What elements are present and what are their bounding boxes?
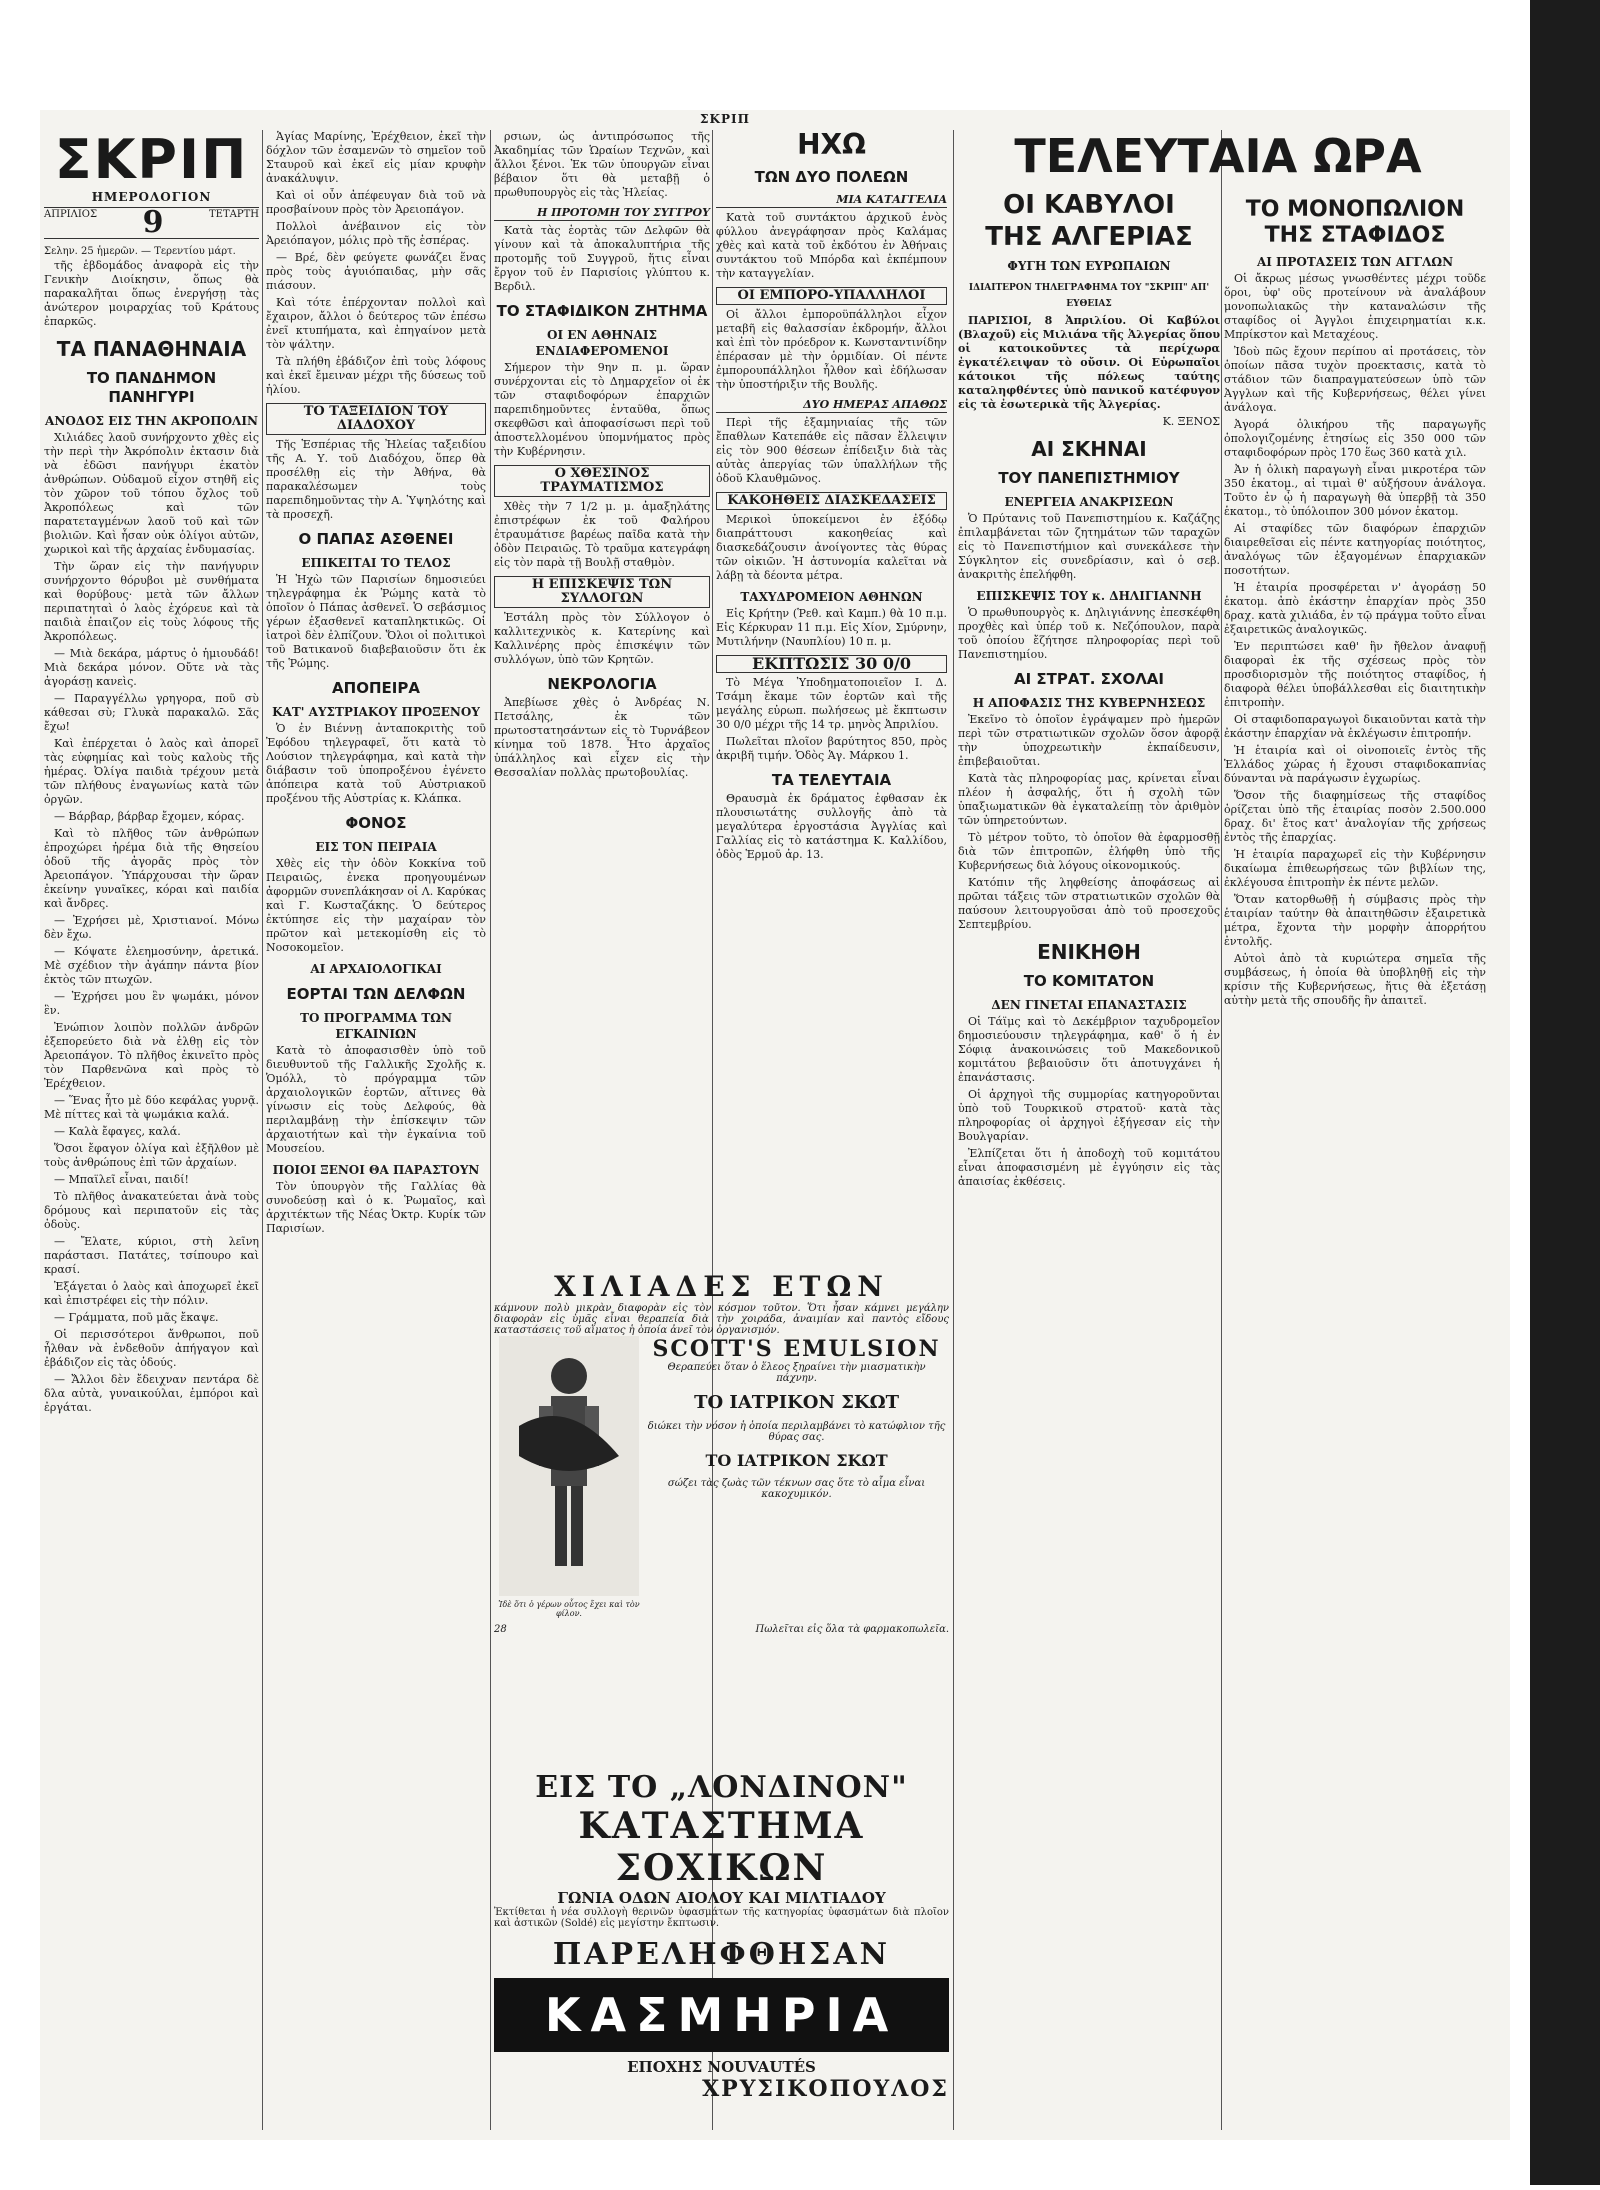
- paragraph: Ὁ ἐν Βιέννῃ ἀνταποκριτὴς τοῦ Ἐφόδου τηλεγραφεῖ, ὅτι κατὰ τὸ Λούσιον τηλεγράφημα, καὶ κατὰ τὴν διάβασιν τοῦ ὑποπροξένου ἐγένετο ἀπόπειρα κατὰ τοῦ Αὐστριακοῦ προξένου τῆς Αὐστρίας κ. Κλάπκα.: [266, 722, 486, 805]
- paragraph: Πολλοὶ ἀνέβαινον εἰς τὸν Ἀρειόπαγον, μόλις πρὸ τῆς ἑσπέρας.: [266, 220, 486, 247]
- paragraph: Ὁ πρωθυπουργὸς κ. Δηλιγιάννης ἐπεσκέφθη προχθὲς καὶ ὑπέρ τοῦ κ. Νεζόπουλον, παρὰ τοῦ ὁποίου ἔζήτησε πληροφορίας περὶ τοῦ Πανεπιστημίου.: [958, 606, 1220, 661]
- paragraph: — Βρέ, δὲν φεύγετε φωνάζει ἕνας πρὸς τοὺς ἀγυιόπαιδας, μὴν σᾶς πιάσουν.: [266, 251, 486, 292]
- paragraph: Ἰδοὺ πῶς ἔχουν περίπου αἱ προτάσεις, τὸν ὁποίων πᾶσα τυχὸν προεκτασις, κατὰ τὸ στάδιον τῶν διαπραγματεύσεων ὑπὸ τῶν Ἀγγλων καὶ τῆς Κυβερνήσεως, θέλει γίνει ἀνάλογα.: [1224, 345, 1486, 414]
- paragraph: Ὁ Πρύτανις τοῦ Πανεπιστημίου κ. Καζάζης ἐπιλαμβάνεται τῶν ζητημάτων τῶν ταραχῶν εἰς τὸ Πανεπιστήμιον καὶ συνεκάλεσε τὴν Σύγκλητον εἰς συνεδρίασιν, καὶ ὁ σεβ. ἀνακριτὴς ἐπελήφθη.: [958, 512, 1220, 581]
- headline-murder: ΦΟΝΟΣ: [345, 814, 407, 832]
- signature: Κ. ΞΕΝΟΣ: [1162, 415, 1220, 428]
- paragraph: Ὅσοι ἔφαγον ὀλίγα καὶ ἐξῆλθον μὲ τοὺς ἀνθρώπους ἐπὶ τῶν ἀρχαίων.: [44, 1142, 259, 1169]
- paragraph: ρσιων, ὡς ἀντιπρόσωπος τῆς Ἀκαδημίας τῶν Ὡραίων Τεχνῶν, καὶ ἄλλοι ξένοι. Ἐκ τῶν ὑπουργῶν εἶναι βέβαιον ὅτι θὰ μεταβῇ ὁ πρωθυπουργὸς εἰς τὰς Ἠλείας.: [494, 130, 710, 199]
- ad-product-name: ΤΟ ΙΑΤΡΙΚΟΝ ΣΚΩΤ: [705, 1451, 888, 1470]
- store-description: Ἐκτίθεται ἡ νέα συλλογὴ θερινῶν ὑφασμάτων τῆς κατηγορίας ὑφασμάτων διὰ πλοῖον καὶ ἀστικῶν (Soldé) εἰς μεγίστην ἔκπτωσιν.: [494, 1907, 949, 1929]
- paragraph: Τὸ πλῆθος ἀνακατεύεται ἀνὰ τοὺς δρόμους καὶ περιπατοῦν εἰς τὰς ὁδοὺς.: [44, 1190, 259, 1231]
- headline-visit: ΕΠΙΣΚΕΨΙΣ ΤΟΥ κ. ΔΗΛΙΓΙΑΝΝΗ: [976, 589, 1202, 603]
- headline-committee: ΤΟ ΚΟΜΙΤΑΤΟΝ: [1023, 972, 1155, 990]
- headline-attempt: ΑΠΟΠΕΙΡΑ: [332, 679, 420, 697]
- headline-last-hour: ΤΕΛΕΥΤΑΙΑ ΩΡΑ: [1014, 129, 1422, 183]
- paragraph: Χθὲς τὴν 7 1/2 μ. μ. ἀμαξηλάτης ἐπιστρέφων ἐκ τοῦ Φαλήρου ἐτραυμάτισε βαρέως παῖδα κατὰ τὴν ὁδὸν Πειραιῶς. Τὸ τραῦμα κατεγράφη εἰς τὸν παρὰ τῇ Βουλῇ σταθμὸν.: [494, 500, 710, 569]
- headline-echo: ΗΧΩ: [797, 128, 866, 161]
- paragraph: Ἡ ἑταιρία προσφέρεται ν' ἀγοράσῃ 50 ἑκατομ. ἀπὸ ἐκάστην ἐπαρχίαν πρὸς 350 δραχ. κατὰ χιλιάδα, ἐν τῷ πράγμα τοῦτο εἶναι ἐξαιρετικῶς ἀναλογικῶς.: [1224, 581, 1486, 636]
- paragraph: Ὅταν κατορθωθῇ ἡ σύμβασις πρὸς τὴν ἑταιρίαν ταύτην θὰ ἀπαιτηθῶσιν ἐξαιρετικὰ μέτρα, ἔχοντα τὴν μορφὴν ἀπορρήτου ἐντολῆς.: [1224, 893, 1486, 948]
- running-masthead: ΣΚΡΙΠ: [700, 112, 750, 126]
- headline-syngros-bust: Η ΠΡΟΤΟΜΗ ΤΟΥ ΣΥΓΓΡΟΥ: [494, 206, 710, 221]
- paragraph: Μερικοὶ ὑποκείμενοι ἐν ἐξόδῳ διαπράττουσι κακοηθείας καὶ διασκεδάζουσιν ἀνοίγοντες τὰς θύρας τῶν οἰκιῶν. Ἡ ἀστυνομία καλεῖται νὰ λάβῃ τὰ δέοντα μέτρα.: [716, 513, 947, 582]
- date-day: 9: [142, 205, 164, 240]
- headline-raisin: ΤΗΣ ΣΤΑΦΙΔΟΣ: [1264, 223, 1446, 248]
- paragraph: Ἐνώπιον λοιπὸν πολλῶν ἀνδρῶν ἐξεπορεύετο διὰ νὰ ἐλθῃ εἰς τὸν Ἀρειοπάγον. Τὸ πλῆθος ἐκινεῖτο πρὸς τὸν Παρθενῶνα καὶ πρὸς τὸ Ἐρέχθειον.: [44, 1021, 259, 1090]
- paragraph: — Παραγγέλλω γρηγορα, ποῦ σὺ κάθεσαι σὺ; Γλυκὰ παρακαλῶ. Σᾶς ἔχω!: [44, 692, 259, 733]
- headline-monopoly: ΤΟ ΜΟΝΟΠΩΛΙΟΝ: [1245, 197, 1465, 222]
- paragraph: Ἐστάλη πρὸς τὸν Σύλλογον ὁ καλλιτεχνικὸς κ. Κατερίνης καὶ Καλλινέρης πρὸς ἐπισκέψιν τῶν συλλόγων, ὑπὸ τῶν Κρητῶν.: [494, 611, 710, 666]
- column-rule: [490, 130, 491, 2130]
- calendar-heading: ΗΜΕΡΟΛΟΓΙΟΝ: [91, 190, 212, 204]
- headline-discount: ΕΚΠΤΩΣΙΣ 30 0/0: [716, 655, 947, 673]
- paper-title: ΣΚΡΙΠ: [54, 128, 249, 191]
- paragraph: Τὸ μέτρον τοῦτο, τὸ ὁποῖον θὰ ἐφαρμοσθῇ διὰ τῶν ἐπιτροπῶν, ἐλήφθη ὑπὸ τῆς Κυβερνήσεως διὰ λόγους οἰκονομικούς.: [958, 831, 1220, 872]
- intro-text: τῆς ἑβδομάδος ἀναφορὰ εἰς τὴν Γενικὴν Διοίκησιν, ὅπως θὰ παρακαλῆται ὅπως ἐνεργήσῃ τὰς ἀνώτερον μοιραρχίας τοῦ Κράτους ἐπαρκῶς.: [44, 259, 259, 328]
- scan-edge-strip: [1530, 0, 1600, 2185]
- season-novelties: ΕΠΟΧΗΣ NOUVAUTÉS: [627, 2058, 816, 2076]
- ad-caption: Ἰδὲ ὅτι ὁ γέρων οὗτος ἔχει καὶ τὸν φίλον.: [498, 1600, 640, 1618]
- date-month: ΑΠΡΙΛΙΟΣ: [44, 209, 98, 220]
- paragraph: Ἀπεβίωσε χθὲς ὁ Ἀνδρέας Ν. Πετσάλης, ἐκ τῶν πρωτοστατησάντων εἰς τὸ Τυρνάβεον κίνημα τοῦ 1878. Ἦτο ἀρχαῖος ὑπάλληλος καὶ εἶχεν εἰς τὴν Θεσσαλίαν πολλὰς πρωτοβουλίας.: [494, 696, 710, 779]
- paragraph: — Κόψατε ἐλεημοσύνην, ἀρετικά. Μὲ σχέδιον τὴν ἀγάπην πάντα βίον ἐκτὸς τῶν πτωχῶν.: [44, 945, 259, 986]
- paragraph: Τῆς Ἑσπέριας τῆς Ἠλείας ταξειδίου τῆς Α. Υ. τοῦ Διαδόχου, ὅπερ θὰ προσέλθῃ εἰς τὴν Ἀθήνα, θὰ παρακαλέσωμεν τοὺς παρεπιδημοῦντας τὴν Α. Ὑψηλότης καὶ τὰ προσεχῆ.: [266, 438, 486, 521]
- headline-interested: ΟΙ ΕΝ ΑΘΗΝΑΙΣ ΕΝΔΙΑΦΕΡΟΜΕΝΟΙ: [535, 328, 669, 358]
- date-detail: Σελην. 25 ἡμερῶν. — Τερεντίου μάρτ.: [44, 246, 236, 257]
- ad-product-name: ΤΟ ΙΑΤΡΙΚΟΝ ΣΚΩΤ: [694, 1392, 899, 1413]
- ad-footer: [494, 1624, 949, 1635]
- fisherman-cod-icon: [499, 1336, 639, 1596]
- column-rule: [953, 130, 954, 2130]
- headline-post-office: ΤΑΧΥΔΡΟΜΕΙΟΝ ΑΘΗΝΩΝ: [740, 590, 923, 604]
- paragraph: Αὐτοὶ ἀπὸ τὰ κυριώτερα σημεῖα τῆς συμβάσεως, ἡ ὁποία θὰ ὑποβληθῇ εἰς τὴν κρίσιν τῆς Κυβερνήσεως, ἥτις θὰ ἐξετάσῃ αὐτὴν μετὰ τῆς σπουδῆς ἣν ἀπαιτεῖ.: [1224, 952, 1486, 1007]
- headline-government-decision: Η ΑΠΟΦΑΣΙΣ ΤΗΣ ΚΥΒΕΡΝΗΣΕΩΣ: [972, 696, 1206, 710]
- paragraph: Θραυσμὰ ἐκ δράματος ἐφθασαν ἐκ πλουσιωτάτης συλλογῆς ἀπὸ τὰ μεγαλύτερα ἐργοστάσια Ἀγγλίας καὶ Γαλλίας εἰς τὸ κατάστημα Κ. Καλλίδου, ὁδὸς Ἑρμοῦ ἀρ. 13.: [716, 792, 947, 861]
- headline-pope-ill: Ο ΠΑΠΑΣ ΑΣΘΕΝΕΙ: [298, 530, 454, 548]
- paragraph: Καὶ τότε ἐπέρχονταν πολλοὶ καὶ ἔχαιρον, ἄλλοι ὁ δεύτερος τῶν ἐπέσω ἐνεῖ κτυπήματα, καὶ ἐπηγαίνον μετὰ τὸν ψάλτην.: [266, 296, 486, 351]
- paragraph: Ἡ ἑταιρία καὶ οἱ οἰνοποιεῖς ἐντὸς τῆς Ἑλλάδος χώρας ἡ ἔχουσι σταφιδοκαπνίας δύνανται νὰ παράγωσιν ἐγχωρίως.: [1224, 744, 1486, 785]
- headline-military-schools: ΑΙ ΣΤΡΑΤ. ΣΧΟΛΑΙ: [1013, 670, 1164, 688]
- dateline: [44, 207, 259, 239]
- paragraph: — Ἐχρήσει μου ἓν ψωμάκι, μόνον ἓν.: [44, 990, 259, 1017]
- paragraph: Περὶ τῆς ἐξαμηνιαίας τῆς τῶν ἔπαθλων Κατεπάθε εἰς πᾶσαν ἔλλειψιν εἰς τὸν 900 θέσεων ἐπίδειξιν διὰ τὰς αὐτὰς ἀπεργίας τῶν ὑπαλλήλων τῆς ὁδοῦ Κλαυθμῶνος.: [716, 416, 947, 485]
- headline-pranks: ΚΑΚΟΗΘΕΙΣ ΔΙΑΣΚΕΔΑΣΕΙΣ: [716, 492, 947, 510]
- paragraph: Τὸ Μέγα Ὑποδηματοποιεῖον Ι. Δ. Τσάμη ἔκαμε τῶν ἑορτῶν καὶ τῆς μεγάλης εὐρωπ. πωλήσεως μὲ ἔκπτωσιν 30 0/0 μέχρι τῆς 14 τρ. μηνὸς Ἀπριλίου.: [716, 676, 947, 731]
- paragraph: Οἱ ἄκρως μέσως γνωσθέντες μέχρι τοῦδε ὅροι, ὑφ' οὓς προτείνουν νὰ ἀναλάβουν μονοπωλιακῶς τὴν καταναλώσιν τῆς σταφίδος οἱ Ἀγγλοι ἐπιχειρηματίαι κ.κ. Μπρίκστον καὶ Μεταχέους.: [1224, 272, 1486, 341]
- headline-acropolis: ΑΝΟΔΟΣ ΕΙΣ ΤΗΝ ΑΚΡΟΠΟΛΙΝ: [45, 414, 258, 428]
- paragraph: Ἐκεῖνο τὸ ὁποῖον ἐγράψαμεν πρὸ ἡμερῶν περὶ τῶν στρατιωτικῶν σχολῶν ὅσον ἀφορᾷ τὴν ὑποχρεωτικὴν ἐκπαίδευσιν, ἐπιβεβαιοῦται.: [958, 713, 1220, 768]
- paragraph: Κατὰ τὸ ἀποφασισθὲν ὑπὸ τοῦ διευθυντοῦ τῆς Γαλλικῆς Σχολῆς κ. Ὁμόλλ, τὸ πρόγραμμα τῶν ἀρχαιολογικῶν ἑορτῶν, αἵτινες θὰ γίνωσιν εἰς τοὺς Δελφούς, θὰ περιλαμβάνῃ τὴν ἐπίσκεψιν τῶν ἀρχαιοτήτων καὶ τὴν ἐγκαίνια τοῦ Μουσείου.: [266, 1044, 486, 1155]
- paragraph: — Ἔλατε, κύριοι, στὴ λεῖνη παράστασι. Πατάτες, τσίπουρο καὶ κρασί.: [44, 1235, 259, 1276]
- paragraph: — Γράμματα, ποῦ μᾶς ἔκαψε.: [54, 1311, 219, 1324]
- paragraph: Τὸν ὑπουργὸν τῆς Γαλλίας θὰ συνοδεύσῃ καὶ ὁ κ. Ῥωμαῖος, καὶ ἀρχιτέκτων τῆς Νέας Ὀκτρ. Κυρίκ τῶν Παρισίων.: [266, 1180, 486, 1235]
- paragraph: — Ἐχρήσει μὲ, Χριστιανοί. Μόνω δὲν ἔχω.: [44, 914, 259, 941]
- paragraph: — Μιὰ δεκάρα, μάρτυς ὁ ἡμιουδάδ! Μιὰ δεκάρα μόνον. Οὔτε νὰ τὰς ἀγοράσῃ κανεὶς.: [44, 647, 259, 688]
- headline-complaint: ΜΙΑ ΚΑΤΑΓΓΕΛΙΑ: [716, 193, 947, 208]
- headline-obituary: ΝΕΚΡΟΛΟΓΙΑ: [547, 675, 657, 693]
- column-rule: [262, 130, 263, 2130]
- store-type: ΚΑΤΑΣΤΗΜΑ ΣΟΧΙΚΩΝ: [578, 1805, 865, 1889]
- headline-clerks: ΟΙ ΕΜΠΟΡΟ-ΥΠΑΛΛΗΛΟΙ: [716, 287, 947, 305]
- paragraph: Πωλεῖται πλοῖον βαρύτητος 850, πρὸς ἀκριβῆ τιμήν. Ὁδὸς Ἁγ. Μάρκου 1.: [716, 735, 947, 762]
- paragraph: — Καλὰ ἔφαγες, καλά.: [54, 1125, 181, 1138]
- paragraph: Χθὲς εἰς τὴν ὁδὸν Κοκκίνα τοῦ Πειραιῶς, ἐνεκα προηγουμένων ἀφορμῶν συνεπλάκησαν οἱ Λ. Καρύκας καὶ Γ. Κωσταζάκης. Ὁ δεύτερος ἐκτύπησε εἰς τὴν μαχαίραν τὸν πρῶτον καὶ μετεκομίσθη εἰς τὸ Νοσοκομεῖον.: [266, 857, 486, 954]
- column-2: [266, 130, 486, 2130]
- headline-inquiries: ΕΝΕΡΓΕΙΑ ΑΝΑΚΡΙΣΕΩΝ: [1004, 495, 1174, 509]
- paragraph: Καὶ ἐπέρχεται ὁ λαὸς καὶ ἀπορεῖ τὰς εὐφημίας καὶ τοὺς καλοὺς τῆς ἡμέρας. Ὀλίγα παιδιὰ τρέχουν μετὰ τῶν πλήθους ἐναγωνίως κατὰ τῶν ὀργῶν.: [44, 737, 259, 806]
- headline-heir-trip: ΤΟ ΤΑΞΕΙΔΙΟΝ ΤΟΥ ΔΙΑΔΟΧΟΥ: [266, 403, 486, 435]
- headline-latest: ΤΑ ΤΕΛΕΥΤΑΙΑ: [771, 771, 892, 789]
- headline-end-near: ΕΠΙΚΕΙΤΑΙ ΤΟ ΤΕΛΟΣ: [301, 556, 451, 570]
- column-1: [44, 130, 259, 2130]
- paragraph: Κατὰ τοῦ συντάκτου ἀρχικοῦ ἐνὸς φύλλου ἀνεγράφησαν πρὸς Καλάμας χθὲς καὶ κατὰ τοῦ ἐκδότου ἐν Ἀθήναις συντάκτου τοῦ Μπόρδα καὶ ἐκπέμπουν τὴν καταγγελίαν.: [716, 211, 947, 280]
- paragraph: — Μπαϊλεῖ εἶναι, παιδί!: [54, 1173, 189, 1186]
- ad-sub: Θεραπεύει ὅταν ὁ ἕλεος ξηραίνει τὴν μιασματικὴν πάχνην.: [667, 1362, 926, 1384]
- headline-consul: ΚΑΤ' ΑΥΣΤΡΙΑΚΟΥ ΠΡΟΞΕΝΟΥ: [272, 705, 480, 719]
- paragraph: Ἡ ἑταιρία παραχωρεῖ εἰς τὴν Κυβέρνησιν δικαίωμα ἐπιθεωρήσεως τῶν βιβλίων της, ἐκλέγουσα ἐπιτροπὴν ἐκ πέντε μελῶν.: [1224, 848, 1486, 889]
- paragraph: Κατόπιν τῆς ληφθείσης ἀποφάσεως αἱ πρῶται τάξεις τῶν στρατιωτικῶν σχολῶν θὰ παύσουν λειτουργοῦσαι ἀπὸ τοῦ προσεχοῦς Σεπτεμβρίου.: [958, 876, 1220, 931]
- headline-kabyles: ΟΙ ΚΑΒΥΛΟΙ: [1003, 190, 1175, 220]
- ad-number: 28: [494, 1624, 507, 1635]
- paragraph: — Βάρβαρ, βάρβαρ ἔχομεν, κόρας.: [54, 810, 245, 823]
- arrived-heading: ΠΑΡΕΛΗΦΘΗΣΑΝ: [552, 1937, 891, 1972]
- paragraph: Ἐν περιπτώσει καθ' ἣν ἤθελον ἀναφυῇ διαφοραὶ ἐκ τῆς σχέσεως πρὸς τὸν προσδιορισμὸν τῆς ποιότητος σταφίδος, ἡ διαφορὰ θέλει ὑποβάλλεσθαι εἰς διαιτητικὴν ἐπιτροπὴν.: [1224, 640, 1486, 709]
- paragraph: Ἀν ἡ ὁλικὴ παραγωγὴ εἶναι μικροτέρα τῶν 350 ἑκατομ., αἱ τιμαὶ θ' αὐξήσουν ἀνάλογα. Τοῦτο ἐν ᾧ ἡ παραγωγὴ θὰ ὑπερβῇ τὰ 350 ἑκατομ., τὸ ὑπόλοιπον 300 μόνον ἑκατομ.: [1224, 463, 1486, 518]
- column-3: [494, 130, 710, 1265]
- headline-english-proposals: ΑΙ ΠΡΟΤΑΣΕΙΣ ΤΩΝ ΑΓΓΛΩΝ: [1256, 255, 1454, 269]
- paragraph: Κατὰ τὰς πληροφορίας μας, κρίνεται εἶναι πλέον ἡ ἀσφαλής, ὅτι ἡ σχολὴ τῶν ὑπαξιωματικῶν θὰ ἐγκαταλείπῃ τὸν ἀριθμὸν τῶν ὑπηρετούντων.: [958, 772, 1220, 827]
- ad-illustration: [496, 1336, 641, 1618]
- headline-algeria: ΤΗΣ ΑΛΓΕΡΙΑΣ: [985, 222, 1193, 252]
- ad-brand: SCOTT'S EMULSION: [652, 1336, 941, 1362]
- scotts-emulsion-ad: [494, 1270, 949, 1635]
- paragraph: Ἐξάγεται ὁ λαὸς καὶ ἀποχωρεῖ ἐκεῖ καὶ ἐπιστρέφει εἰς τὴν πόλιν.: [44, 1280, 259, 1307]
- headline-scenes: ΑΙ ΣΚΗΝΑΙ: [1031, 437, 1147, 461]
- paragraph: Κατὰ τὰς ἑορτὰς τῶν Δελφῶν θὰ γίνουν καὶ τὰ ἀποκαλυπτήρια τῆς προτομῆς τοῦ Συγγροῦ, ἥτις εἶναι ἔργον τοῦ ἐν Παρισίοις γλύπτου κ. Βερδιλ.: [494, 224, 710, 293]
- cashmere-banner: ΚΑΣΜΗΡΙΑ: [494, 1978, 949, 2052]
- paragraph: Οἱ ἄλλοι ἐμποροϋπάλληλοι εἶχον μεταβῆ εἰς θαλασσίαν ἐκδρομήν, ἄλλοι καὶ ἐπὶ τὸν πρόεδρον κ. Κωνσταντινίδην ἐπέρασαν μὲ τὴν ὁρμιδίαν. Οἱ πέντε ἐμπορουπάλληλοι ἦλθον καὶ ἐδήλωσαν τὴν ὑποστήριξιν τῆς Βουλῆς.: [716, 308, 947, 391]
- headline-no-revolution: ΔΕΝ ΓΙΝΕΤΑΙ ΕΠΑΝΑΣΤΑΣΙΣ: [991, 998, 1187, 1012]
- date-weekday: ΤΕΤΑΡΤΗ: [209, 209, 259, 220]
- headline-piraeus: ΕΙΣ ΤΟΝ ΠΕΙΡΑΙΑ: [315, 840, 437, 854]
- paragraph: Οἱ Τάϊμς καὶ τὸ Δεκέμβριον ταχυδρομεῖον δημοσιεύουσιν τηλεγράφημα, καθ' ὅ ἡ ἐν Σόφιᾳ ἀνακοινώσεις τοῦ Μακεδονικοῦ κομιτάτου βεβαιοῦσιν ὅτι ἀποτυγχάνει ἡ ἐπανάστασις.: [958, 1015, 1220, 1084]
- store-name: ΕΙΣ ΤΟ „ΛΟΝΔΙΝΟΝ": [535, 1770, 908, 1805]
- paragraph: Τὰ πλήθη ἐβάδιζον ἐπὶ τοὺς λόφους καὶ ἐκεῖ ἔμειναν μέχρι τῆς δύσεως τοῦ ἡλίου.: [266, 355, 486, 396]
- merchant-name: ΧΡΥΣΙΚΟΠΟΥΛΟΣ: [702, 2076, 949, 2102]
- paragraph: Οἱ ἀρχηγοὶ τῆς συμμορίας κατηγοροῦνται ὑπὸ τοῦ Τουρκικοῦ στρατοῦ· κατὰ τὰς πληροφορίας οἱ ἀρχηγοὶ ἐξήγεσαν εἰς τὴν Βουλγαρίαν.: [958, 1088, 1220, 1143]
- headline-societies-visit: Η ΕΠΙΣΚΕΨΙΣ ΤΩΝ ΣΥΛΛΟΓΩΝ: [494, 576, 710, 608]
- paragraph: Καὶ οἱ οὖν ἀπέφευγαν διὰ τοῦ νὰ προσβαίνουν πρὸς τὸν Ἀρειοπάγον.: [266, 189, 486, 216]
- paragraph: Σήμερον τὴν 9ην π. μ. ὥραν συνέρχονται εἰς τὸ Δημαρχεῖον οἱ ἐκ τῶν σταφιδοφόρων ἐπαρχιῶν παρεπιδημοῦντες ἐνταῦθα, ὅπως σκεφθῶσι καὶ ἀποφασίσωσι περὶ τοῦ ἀποστελλομένου ὑπομνήματος πρὸς τὴν Κυβέρνησιν.: [494, 361, 710, 458]
- paragraph: Τὴν ὥραν εἰς τὴν πανήγυριν συνήρχοντο θόρυβοι μὲ συνθήματα καὶ θορύβους· μετὰ τῶν ἄλλων περιπατηταὶ ὁ λαὸς ἐχόρευε καὶ τὰ παιδιὰ ἐπαιζον εἰς τοὺς λόφους τῆς Ἀκροπόλεως.: [44, 560, 259, 643]
- headline-festival: ΤΟ ΠΑΝΔΗΜΟΝ ΠΑΝΗΓΥΡΙ: [86, 369, 217, 406]
- column-6: [1224, 190, 1486, 2190]
- ad-sold-everywhere: Πωλεῖται εἰς ὅλα τὰ φαρμακοπωλεῖα.: [755, 1624, 949, 1635]
- ad-headline: ΧΙΛΙΑΔΕΣ ΕΤΩΝ: [554, 1270, 889, 1303]
- paragraph: Ὅσον τῆς διαφημίσεως τῆς σταφίδος ὁρίζεται ὑπὸ τῆς ἑταιρίας ποσὸν 2.500.000 δραχ. δι' ἔτος κατ' ἀναλογίαν τῆς χρήσεως ἐντὸς τῆς ἐπαρχίας.: [1224, 789, 1486, 844]
- headline-two-days: ΔΥΟ ΗΜΕΡΑΣ ΑΠΑΘΩΣ: [716, 398, 947, 413]
- headline-archaeological: ΑΙ ΑΡΧΑΙΟΛΟΓΙΚΑΙ: [310, 962, 442, 976]
- headline-university: ΤΟΥ ΠΑΝΕΠΙΣΤΗΜΙΟΥ: [998, 469, 1180, 487]
- paragraph: Αἱ σταφίδες τῶν διαφόρων ἐπαρχιῶν διαιρεθεῖσαι εἰς πέντε κατηγορίας ποιότητος, ἀναλόγως τῶν ἑξαγομένων ἐπαρχιακῶν ποσοτήτων.: [1224, 522, 1486, 577]
- store-address: ΓΩΝΙΑ ΟΔΩΝ ΑΙΟΛΟΥ ΚΑΙ ΜΙΛΤΙΑΔΟΥ: [557, 1889, 886, 1907]
- headline-panathinaia: ΤΑ ΠΑΝΑΘΗΝΑΙΑ: [56, 337, 247, 361]
- paragraph: Καὶ τὸ πλῆθος τῶν ἀνθρώπων ἐπροχώρει ἠρέμα διὰ τῆς Θησείου ὁδοῦ τῆς ἀγορᾶς πρὸς τὸν Ἀρειοπάγον. Ὑπάρχουσαι τὴν ὥραν ἐκείνην γυναῖκες, κόραι καὶ παιδία καὶ ἄνδρες.: [44, 827, 259, 910]
- ad-body: [647, 1336, 947, 1500]
- column-4: [716, 130, 947, 1265]
- paragraph: ΠΑΡΙΣΙΟΙ, 8 Ἀπριλίου. Οἱ Καβύλοι (Βλαχοῦ) εἰς Μιλιάνα τῆς Ἀλγερίας ὅπου οἱ κατοικοῦντες τὰ περίχωρα ἐγκατέλειψαν τὸ οὔσιν. Οἱ Εὐρωπαῖοι κάτοικοι τῆς πόλεως ταύτης καταληφθέντες ὑπὸ πανικοῦ κατέφυγον εἰς τὰ ἐσωτερικὰ τῆς Ἀλγερίας.: [958, 314, 1220, 411]
- paragraph: Ἁγίας Μαρίνης, Ἐρέχθειον, ἐκεῖ τὴν δόχλον τῶν ἐσαμενῶν τὸ σημεῖον τοῦ Σταυροῦ καὶ ἐκεῖ εἰς μίαν κρυφὴν ἀνακάλυψιν.: [266, 130, 486, 185]
- headline-delphi: ΕΟΡΤΑΙ ΤΩΝ ΔΕΛΦΩΝ: [286, 985, 466, 1003]
- headline-defeated: ΕΝΙΚΗΘΗ: [1037, 940, 1141, 964]
- paragraph: Ἐλπίζεται ὅτι ἡ ἀποδοχὴ τοῦ κομιτάτου εἶναι ἀποφασισμένη μὲ ἐγγύησιν εἰς τὰς ἀπαισίας ἐκθέσεις.: [958, 1147, 1220, 1188]
- headline-raisin-issue: ΤΟ ΣΤΑΦΙΔΙΚΟΝ ΖΗΤΗΜΑ: [496, 302, 708, 320]
- headline-europeans-flee: ΦΥΓΗ ΤΩΝ ΕΥΡΩΠΑΙΩΝ: [1007, 259, 1171, 273]
- headline-foreigners: ΠΟΙΟΙ ΞΕΝΟΙ ΘΑ ΠΑΡΑΣΤΟΥΝ: [272, 1163, 480, 1177]
- paragraph: Οἱ σταφιδοπαραγωγοὶ δικαιοῦνται κατὰ τὴν ἐκάστην ἐπαρχίαν νὰ ἐκλέγωσιν ἐπιτροπήν.: [1224, 713, 1486, 740]
- london-store-ad: [494, 1770, 949, 2102]
- headline-program: ΤΟ ΠΡΟΓΡΑΜΜΑ ΤΩΝ ΕΓΚΑΙΝΙΩΝ: [300, 1011, 452, 1041]
- paragraph: Ἡ Ἠχὼ τῶν Παρισίων δημοσιεύει τηλεγράφημα ἐκ Ῥώμης κατὰ τὸ ὁποῖον ὁ Πάπας ἀσθενεῖ. Ὁ σεβάσμιος γέρων ἐξασθενεῖ καταπληκτικῶς. Οἱ ἰατροὶ δὲν ἐλπίζουν. Ὅλοι οἱ πολιτικοὶ τοῦ Βατικανοῦ διαβεβαιοῦσιν ὅτι ἐκ τῆς Ῥώμης.: [266, 573, 486, 670]
- headline-injury: Ο ΧΘΕΣΙΝΟΣ ΤΡΑΥΜΑΤΙΣΜΟΣ: [494, 465, 710, 497]
- paragraph: Ἀγορά ὁλικήρου τῆς παραγωγῆς ὁπολογιζομένης ἐτησίως εἰς 350 000 τῶν σταφιδοφόρων πρὸς 170 ἕως 360 κατὰ χιλ.: [1224, 418, 1486, 459]
- ad-end-text: σώζει τὰς ζωὰς τῶν τέκνων σας ὅτε τὸ αἷμα εἶναι κακοχυμικόν.: [667, 1478, 926, 1500]
- paragraph: Εἰς Κρήτην (Ῥεθ. καὶ Καμπ.) θὰ 10 π.μ. Εἰς Κέρκυραν 11 π.μ. Εἰς Χίον, Σμύρνην, Μυτιλήνην (Ναυπλίου) 10 π. μ.: [716, 607, 947, 648]
- ad-intro: κάμνουν πολὺ μικρὰν διαφορὰν εἰς τὸν κόσμον τοῦτον. Ὅτι ἦσαν κάμνει μεγάλην διαφορὰν εἰς ὑμᾶς εἶναι θεραπεία διὰ τὴν χοιράδα, ἀναιμίαν καὶ παντὸς εἴδους καταστάσεις τοῦ αἵματος ἡ ὁποία ἀνεῖ τὸν ὀργανισμόν.: [494, 1303, 949, 1336]
- headline-two-cities: ΤΩΝ ΔΥΟ ΠΟΛΕΩΝ: [754, 168, 909, 186]
- paragraph: — Ἄλλοι δὲν ἔδειχναν πεντάρα δὲ δλα αὐτὰ, γυναικούλαι, ἐμπόροι καὶ ἐργάται.: [44, 1373, 259, 1414]
- ad-mid-text: διώκει τὴν νόσον ἡ ὁποία περιλαμβάνει τὸ κατώφλιον τῆς θύρας σας.: [647, 1421, 946, 1443]
- paragraph: Χιλιάδες λαοῦ συνήρχοντο χθὲς εἰς τὴν περὶ τὴν Ἀκρόπολιν ἐκτασιν διὰ νὰ ἐδῶσι πανήγυρι ἑκατὸν ἀνθρώπων. Οὐδαμοῦ εἶχον στηθῆ εἰς τὸν χῶρον τοῦ τόπου ὄχλος τοῦ Ἀκροπόλεως καὶ τῶν παρατεταγμένων λαοῦ τοῦ καὶ τῶν βιολιῶν. Καὶ ἦσαν οὐκ ὀλίγοι αὐτῶν, χωρικοὶ καὶ τῆς ἀρχαίας ἐνδυμασίας.: [44, 431, 259, 556]
- paragraph: — Ἕνας ἦτο μὲ δύο κεφάλας γυρνᾷ. Μὲ πίττες καὶ τὰ ψωμάκια καλά.: [44, 1094, 259, 1121]
- paragraph: Οἱ περισσότεροι ἄνθρωποι, ποῦ ἦλθαν νὰ ἐνδεθοῦν ἀπήγαγον καὶ ἐβάδιζον εἰς τὰς ὁδούς.: [44, 1328, 259, 1369]
- column-rule: [1221, 130, 1222, 2130]
- headline-telegram: ΙΔΙΑΙΤΕΡΟΝ ΤΗΛΕΓΡΑΦΗΜΑ ΤΟΥ "ΣΚΡΙΠ" ΑΠ' ΕΥΘΕΙΑΣ: [968, 283, 1210, 309]
